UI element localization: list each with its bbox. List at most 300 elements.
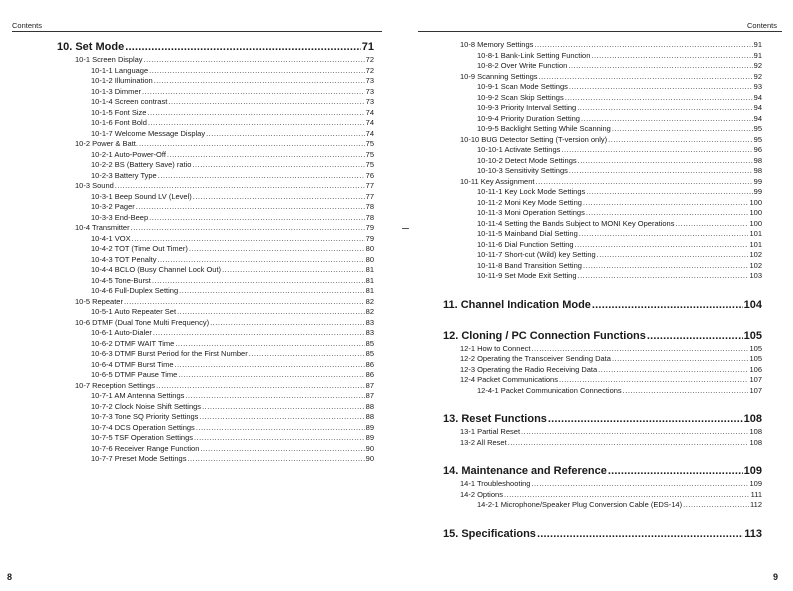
- toc-page-number: 74: [365, 118, 374, 127]
- toc-dot-leader: [158, 171, 365, 182]
- toc-page-number: 100: [749, 197, 762, 207]
- toc-dot-leader: [177, 307, 365, 318]
- toc-page-number: 82: [365, 296, 374, 306]
- toc-entry-title: 10-9-3 Priority Interval Setting: [477, 103, 577, 112]
- toc-entry-title: 10-10-3 Sensitivity Settings: [477, 166, 568, 175]
- toc-subsection-entry[interactable]: [57, 129, 374, 140]
- toc-entry-title: 10-5 Repeater: [75, 296, 123, 306]
- toc-entry-title: 10-3-3 End-Beep: [91, 212, 149, 222]
- toc-subsection-entry[interactable]: [57, 444, 374, 455]
- toc-subsection-entry[interactable]: [57, 423, 374, 434]
- toc-entry-title: 10-11-9 Set Mode Exit Setting: [477, 271, 577, 280]
- toc-page-number: 101: [749, 239, 762, 249]
- toc-subsection-entry[interactable]: [443, 51, 762, 62]
- toc-dot-leader: [504, 490, 750, 501]
- toc-entry-title: 10-6-4 DTMF Burst Time: [91, 359, 174, 369]
- toc-subsection-entry[interactable]: [443, 386, 762, 397]
- toc-dot-leader: [608, 135, 753, 146]
- toc-page-number: 102: [749, 250, 762, 259]
- toc-page-number: 79: [365, 233, 374, 243]
- toc-section-entry[interactable]: [57, 318, 374, 329]
- toc-section-entry[interactable]: [443, 365, 762, 376]
- toc-subsection-entry[interactable]: [57, 118, 374, 129]
- toc-dot-leader: [612, 354, 749, 365]
- toc-page-number: 96: [753, 145, 762, 154]
- toc-entry-title: 12. Cloning / PC Connection Functions: [443, 329, 646, 342]
- toc-section-entry[interactable]: [443, 438, 762, 449]
- toc-entry-title: 12-2 Operating the Transceiver Sending Data: [460, 354, 611, 363]
- toc-dot-leader: [548, 412, 743, 427]
- toc-subsection-entry[interactable]: [443, 198, 762, 209]
- toc-page-number: 75: [365, 149, 374, 159]
- toc-dot-leader: [577, 103, 752, 114]
- toc-chapter-entry[interactable]: [443, 298, 762, 313]
- toc-page-number: 100: [749, 208, 762, 217]
- toc-page-number: 91: [753, 40, 762, 49]
- page-number-left: 8: [7, 572, 13, 582]
- toc-dot-leader: [222, 265, 365, 276]
- toc-entry-title: 10-11-7 Short-cut (Wild) key Setting: [477, 250, 596, 259]
- toc-subsection-entry[interactable]: [57, 339, 374, 350]
- toc-dot-leader: [192, 160, 364, 171]
- toc-dot-leader: [568, 61, 752, 72]
- toc-page-number: 107: [749, 385, 762, 395]
- toc-dot-leader: [175, 360, 365, 371]
- toc-dot-leader: [534, 40, 752, 51]
- toc-section-entry[interactable]: [57, 55, 374, 66]
- toc-chapter-entry[interactable]: [443, 412, 762, 427]
- toc-entry-title: 10-2-2 BS (Battery Save) ratio: [91, 160, 192, 169]
- toc-entry-title: 12-4-1 Packet Communication Connections: [477, 385, 622, 395]
- toc-page-number: 102: [749, 260, 762, 270]
- toc-dot-leader: [612, 124, 753, 135]
- toc-entry-title: 10-8-1 Bank-Link Setting Function: [477, 50, 591, 60]
- header-rule-left: [12, 31, 382, 32]
- toc-subsection-entry[interactable]: [443, 156, 762, 167]
- toc-section-entry[interactable]: [57, 297, 374, 308]
- toc-page-number: 105: [743, 329, 762, 342]
- toc-subsection-entry[interactable]: [57, 76, 374, 87]
- toc-page-number: 106: [749, 364, 762, 374]
- toc-page-number: 88: [365, 401, 374, 411]
- toc-page-number: 81: [365, 275, 374, 285]
- toc-entry-title: 10-4-6 Full-Duplex Setting: [91, 286, 179, 295]
- toc-dot-leader: [153, 328, 365, 339]
- margin-mark: [402, 228, 409, 229]
- toc-entry-title: 10-9 Scanning Settings: [460, 71, 538, 81]
- toc-subsection-entry[interactable]: [57, 328, 374, 339]
- toc-subsection-entry[interactable]: [57, 265, 374, 276]
- toc-chapter-entry[interactable]: [443, 329, 762, 344]
- toc-entry-title: 10-9-1 Scan Mode Settings: [477, 82, 568, 91]
- toc-dot-leader: [144, 55, 365, 66]
- toc-subsection-entry[interactable]: [57, 192, 374, 203]
- toc-left-column: [57, 40, 374, 465]
- toc-entry-title: 12-3 Operating the Radio Receiving Data: [460, 364, 598, 374]
- toc-entry-title: 10-7-7 Preset Mode Settings: [91, 454, 187, 463]
- toc-page-number: 93: [753, 82, 762, 91]
- toc-page-number: 74: [365, 107, 374, 117]
- toc-subsection-entry[interactable]: [57, 276, 374, 287]
- toc-dot-leader: [521, 427, 748, 438]
- toc-dot-leader: [157, 255, 364, 266]
- toc-subsection-entry[interactable]: [57, 160, 374, 171]
- toc-page-number: 87: [365, 391, 374, 400]
- toc-subsection-entry[interactable]: [443, 208, 762, 219]
- toc-entry-title: 10-5-1 Auto Repeater Set: [91, 307, 177, 316]
- toc-entry-title: 10-9-2 Scan Skip Settings: [477, 92, 564, 102]
- toc-page-number: 92: [753, 61, 762, 70]
- toc-entry-title: 10-4-2 TOT (Time Out Timer): [91, 244, 188, 253]
- toc-chapter-entry[interactable]: [57, 40, 374, 55]
- toc-entry-title: 10-10 BUG Detector Setting (T-version only): [460, 134, 608, 144]
- toc-subsection-entry[interactable]: [57, 244, 374, 255]
- toc-entry-title: 10-8 Memory Settings: [460, 40, 534, 49]
- toc-page-number: 99: [753, 187, 762, 196]
- toc-subsection-entry[interactable]: [57, 307, 374, 318]
- toc-subsection-entry[interactable]: [443, 114, 762, 125]
- toc-page-number: 80: [365, 244, 374, 253]
- toc-subsection-entry[interactable]: [443, 250, 762, 261]
- toc-entry-title: 10-11 Key Assignment: [460, 176, 535, 186]
- toc-entry-title: 10-7-1 AM Antenna Settings: [91, 391, 185, 400]
- toc-subsection-entry[interactable]: [443, 103, 762, 114]
- toc-dot-leader: [581, 114, 753, 125]
- toc-subsection-entry[interactable]: [57, 433, 374, 444]
- toc-page-number: 99: [753, 176, 762, 186]
- toc-right-column: [443, 40, 762, 542]
- toc-entry-title: 10-1-4 Screen contrast: [91, 97, 168, 106]
- toc-dot-leader: [647, 329, 743, 344]
- toc-entry-title: 10-2-3 Battery Type: [91, 170, 157, 180]
- toc-subsection-entry[interactable]: [57, 150, 374, 161]
- toc-dot-leader: [623, 386, 749, 397]
- toc-section-entry[interactable]: [443, 72, 762, 83]
- toc-entry-title: 14. Maintenance and Reference: [443, 465, 607, 477]
- toc-subsection-entry[interactable]: [57, 234, 374, 245]
- toc-page-number: 77: [365, 181, 374, 190]
- toc-dot-leader: [185, 391, 364, 402]
- toc-dot-leader: [136, 202, 365, 213]
- toc-subsection-entry[interactable]: [57, 412, 374, 423]
- toc-dot-leader: [586, 208, 749, 219]
- toc-section-entry[interactable]: [443, 490, 762, 501]
- toc-page-number: 89: [365, 422, 374, 432]
- toc-dot-leader: [586, 187, 752, 198]
- toc-entry-title: 10-1-5 Font Size: [91, 107, 147, 117]
- toc-dot-leader: [200, 444, 364, 455]
- toc-page-number: 74: [365, 128, 374, 138]
- toc-entry-title: 13-1 Partial Reset: [460, 427, 521, 436]
- toc-page-number: 86: [365, 359, 374, 369]
- toc-entry-title: 10-6-5 DTMF Pause Time: [91, 370, 178, 379]
- toc-entry-title: 10-7-5 TSF Operation Settings: [91, 433, 193, 442]
- toc-section-entry[interactable]: [57, 381, 374, 392]
- toc-section-entry[interactable]: [57, 223, 374, 234]
- toc-section-entry[interactable]: [443, 375, 762, 386]
- toc-entry-title: 10-6 DTMF (Dual Tone Multi Frequency): [75, 317, 210, 327]
- toc-dot-leader: [168, 97, 364, 108]
- toc-subsection-entry[interactable]: [57, 360, 374, 371]
- toc-entry-title: 10-4-3 TOT Penalty: [91, 254, 157, 264]
- toc-subsection-entry[interactable]: [57, 286, 374, 297]
- toc-subsection-entry[interactable]: [443, 261, 762, 272]
- page-header-left: Contents: [12, 21, 43, 30]
- toc-dot-leader: [539, 72, 753, 83]
- toc-page-number: 76: [365, 170, 374, 180]
- toc-subsection-entry[interactable]: [57, 66, 374, 77]
- toc-dot-leader: [148, 118, 365, 129]
- toc-page-number: 86: [365, 370, 374, 379]
- toc-subsection-entry[interactable]: [443, 240, 762, 251]
- toc-entry-title: 10-1 Screen Display: [75, 55, 143, 64]
- toc-page-number: 108: [743, 413, 762, 425]
- toc-entry-title: 10-11-5 Mainband Dial Setting: [477, 229, 578, 238]
- toc-entry-title: 10-11-6 Dial Function Setting: [477, 239, 574, 249]
- toc-entry-title: 10-9-5 Backlight Setting While Scanning: [477, 124, 611, 133]
- toc-page-number: 95: [753, 124, 762, 133]
- toc-entry-title: 10-7-3 Tone SQ Priority Settings: [91, 412, 199, 421]
- toc-entry-title: 10-1-2 Illumination: [91, 76, 153, 85]
- toc-page-number: 73: [365, 86, 374, 96]
- toc-dot-leader: [598, 365, 748, 376]
- toc-subsection-entry[interactable]: [57, 391, 374, 402]
- toc-entry-title: 10-11-8 Band Transition Setting: [477, 260, 582, 270]
- toc-subsection-entry[interactable]: [443, 61, 762, 72]
- toc-dot-leader: [569, 82, 753, 93]
- toc-dot-leader: [508, 438, 749, 449]
- toc-dot-leader: [569, 166, 753, 177]
- toc-dot-leader: [537, 527, 743, 542]
- toc-page-number: 91: [753, 50, 762, 60]
- toc-entry-title: 10-1-7 Welcome Message Display: [91, 128, 206, 138]
- toc-entry-title: 10-1-3 Dimmer: [91, 86, 142, 96]
- toc-subsection-entry[interactable]: [57, 171, 374, 182]
- toc-page-number: 81: [365, 286, 374, 295]
- toc-page-number: 75: [365, 139, 374, 148]
- toc-entry-title: 10-11-2 Moni Key Mode Setting: [477, 197, 582, 207]
- toc-dot-leader: [583, 198, 749, 209]
- toc-entry-title: 10-3 Sound: [75, 181, 114, 190]
- toc-chapter-entry[interactable]: [443, 527, 762, 542]
- toc-dot-leader: [206, 129, 365, 140]
- toc-subsection-entry[interactable]: [443, 219, 762, 230]
- toc-entry-title: 10-10-2 Detect Mode Settings: [477, 155, 577, 165]
- toc-subsection-entry[interactable]: [443, 187, 762, 198]
- toc-dot-leader: [565, 93, 753, 104]
- toc-entry-title: 10-6-1 Auto-Dialer: [91, 328, 152, 337]
- toc-entry-title: 12-4 Packet Communications: [460, 375, 558, 384]
- toc-section-entry[interactable]: [443, 40, 762, 51]
- toc-page-number: 79: [365, 223, 374, 232]
- toc-subsection-entry[interactable]: [443, 124, 762, 135]
- toc-dot-leader: [149, 66, 365, 77]
- toc-page-number: 95: [753, 134, 762, 144]
- toc-dot-leader: [149, 213, 365, 224]
- toc-dot-leader: [210, 318, 365, 329]
- toc-dot-leader: [199, 412, 364, 423]
- toc-page-number: 78: [365, 212, 374, 222]
- toc-dot-leader: [202, 402, 365, 413]
- toc-page-number: 89: [365, 433, 374, 442]
- toc-page-number: 72: [365, 55, 374, 64]
- toc-entry-title: 10-11-4 Setting the Bands Subject to MONI Key Operations: [477, 218, 675, 228]
- toc-entry-title: 13-2 All Reset: [460, 437, 507, 447]
- toc-section-entry[interactable]: [57, 181, 374, 192]
- toc-page-number: 109: [743, 465, 762, 477]
- toc-page-number: 73: [365, 76, 374, 85]
- toc-dot-leader: [578, 156, 753, 167]
- toc-dot-leader: [187, 454, 364, 465]
- toc-page-number: 90: [365, 443, 374, 453]
- toc-dot-leader: [536, 177, 753, 188]
- toc-entry-title: 10-4-5 Tone-Burst: [91, 275, 151, 285]
- toc-subsection-entry[interactable]: [57, 97, 374, 108]
- toc-section-entry[interactable]: [57, 139, 374, 150]
- toc-section-entry[interactable]: [443, 354, 762, 365]
- toc-dot-leader: [154, 76, 365, 87]
- toc-entry-title: 10. Set Mode: [57, 41, 125, 53]
- toc-page-number: 103: [749, 271, 762, 280]
- toc-dot-leader: [561, 145, 752, 156]
- toc-page-number: 87: [365, 380, 374, 390]
- section-gap: [443, 313, 762, 329]
- toc-entry-title: 10-2 Power & Batt.: [75, 139, 138, 148]
- toc-dot-leader: [559, 375, 749, 386]
- toc-dot-leader: [196, 423, 365, 434]
- toc-page-number: 111: [750, 489, 762, 499]
- toc-page-number: 83: [365, 317, 374, 327]
- toc-page-number: 78: [365, 202, 374, 211]
- toc-subsection-entry[interactable]: [443, 145, 762, 156]
- toc-entry-title: 10-3-1 Beep Sound LV (Level): [91, 191, 192, 201]
- toc-section-entry[interactable]: [443, 479, 762, 490]
- toc-page-number: 80: [365, 254, 374, 264]
- toc-dot-leader: [675, 219, 748, 230]
- toc-section-entry[interactable]: [443, 177, 762, 188]
- toc-page-number: 71: [361, 41, 374, 53]
- toc-dot-leader: [608, 464, 743, 479]
- toc-entry-title: 10-4 Transmitter: [75, 223, 130, 232]
- toc-entry-title: 10-3-2 Pager: [91, 202, 135, 211]
- toc-entry-title: 10-7 Reception Settings: [75, 380, 156, 390]
- section-gap: [443, 396, 762, 412]
- toc-page-number: 105: [749, 354, 762, 363]
- toc-page-number: 94: [753, 103, 762, 112]
- section-gap: [443, 448, 762, 464]
- toc-dot-leader: [194, 433, 365, 444]
- toc-dot-leader: [193, 192, 365, 203]
- toc-page-number: 85: [365, 349, 374, 358]
- header-rule-right: [418, 31, 782, 32]
- toc-subsection-entry[interactable]: [57, 349, 374, 360]
- toc-dot-leader: [115, 181, 365, 192]
- toc-dot-leader: [591, 51, 752, 62]
- toc-page-number: 105: [749, 343, 762, 353]
- toc-page-number: 109: [749, 479, 762, 488]
- toc-entry-title: 10-9-4 Priority Duration Setting: [477, 113, 580, 123]
- toc-dot-leader: [132, 234, 365, 245]
- toc-entry-title: 10-7-2 Clock Noise Shift Settings: [91, 401, 202, 411]
- toc-section-entry[interactable]: [443, 135, 762, 146]
- toc-dot-leader: [179, 286, 365, 297]
- toc-subsection-entry[interactable]: [443, 166, 762, 177]
- toc-subsection-entry[interactable]: [57, 202, 374, 213]
- toc-section-entry[interactable]: [443, 344, 762, 355]
- toc-chapter-entry[interactable]: [443, 464, 762, 479]
- toc-dot-leader: [575, 240, 749, 251]
- toc-subsection-entry[interactable]: [57, 370, 374, 381]
- toc-page-number: 108: [749, 437, 762, 447]
- toc-dot-leader: [683, 500, 749, 511]
- toc-entry-title: 14-2 Options: [460, 489, 503, 499]
- toc-entry-title: 11. Channel Indication Mode: [443, 298, 591, 311]
- toc-subsection-entry[interactable]: [443, 82, 762, 93]
- toc-subsection-entry[interactable]: [443, 271, 762, 282]
- toc-page-number: 94: [753, 92, 762, 102]
- toc-entry-title: 10-6-2 DTMF WAIT Time: [91, 338, 175, 348]
- toc-dot-leader: [175, 339, 364, 350]
- toc-page-number: 85: [365, 338, 374, 348]
- toc-dot-leader: [125, 40, 361, 55]
- toc-dot-leader: [531, 344, 748, 355]
- toc-page-number: 88: [365, 412, 374, 421]
- toc-subsection-entry[interactable]: [443, 93, 762, 104]
- toc-subsection-entry[interactable]: [443, 229, 762, 240]
- toc-dot-leader: [152, 276, 365, 287]
- toc-entry-title: 10-11-3 Moni Operation Settings: [477, 208, 585, 217]
- toc-entry-title: 12-1 How to Connect: [460, 343, 531, 353]
- toc-page-number: 92: [753, 71, 762, 81]
- toc-page-number: 112: [750, 500, 762, 509]
- toc-dot-leader: [142, 87, 365, 98]
- toc-subsection-entry[interactable]: [57, 454, 374, 465]
- toc-dot-leader: [189, 244, 365, 255]
- toc-section-entry[interactable]: [443, 427, 762, 438]
- toc-subsection-entry[interactable]: [57, 108, 374, 119]
- toc-page-number: 75: [365, 160, 374, 169]
- page-number-right: 9: [772, 572, 778, 582]
- toc-page-number: 98: [753, 166, 762, 175]
- toc-entry-title: 10-11-1 Key Lock Mode Settings: [477, 187, 586, 196]
- toc-dot-leader: [139, 139, 365, 150]
- toc-subsection-entry[interactable]: [443, 500, 762, 511]
- toc-dot-leader: [531, 479, 748, 490]
- toc-dot-leader: [579, 229, 749, 240]
- toc-page-number: 108: [749, 427, 762, 436]
- toc-entry-title: 14-2-1 Microphone/Speaker Plug Conversion Cable (EDS-14): [477, 500, 683, 509]
- toc-dot-leader: [167, 150, 365, 161]
- toc-entry-title: 13. Reset Functions: [443, 413, 547, 425]
- section-gap: [443, 511, 762, 527]
- toc-page-number: 73: [365, 97, 374, 106]
- toc-subsection-entry[interactable]: [57, 255, 374, 266]
- toc-entry-title: 10-10-1 Activate Settings: [477, 145, 561, 154]
- toc-subsection-entry[interactable]: [57, 213, 374, 224]
- toc-entry-title: 10-4-1 VOX: [91, 233, 131, 243]
- toc-subsection-entry[interactable]: [57, 87, 374, 98]
- page-header-right: Contents: [746, 21, 777, 30]
- toc-entry-title: 10-6-3 DTMF Burst Period for the First Number: [91, 349, 248, 358]
- toc-entry-title: 15. Specifications: [443, 527, 536, 540]
- toc-entry-title: 14-1 Troubleshooting: [460, 479, 531, 488]
- toc-subsection-entry[interactable]: [57, 402, 374, 413]
- toc-dot-leader: [178, 370, 364, 381]
- toc-dot-leader: [249, 349, 365, 360]
- toc-page-number: 72: [365, 65, 374, 75]
- toc-entry-title: 10-2-1 Auto-Power-Off: [91, 149, 166, 159]
- toc-dot-leader: [597, 250, 749, 261]
